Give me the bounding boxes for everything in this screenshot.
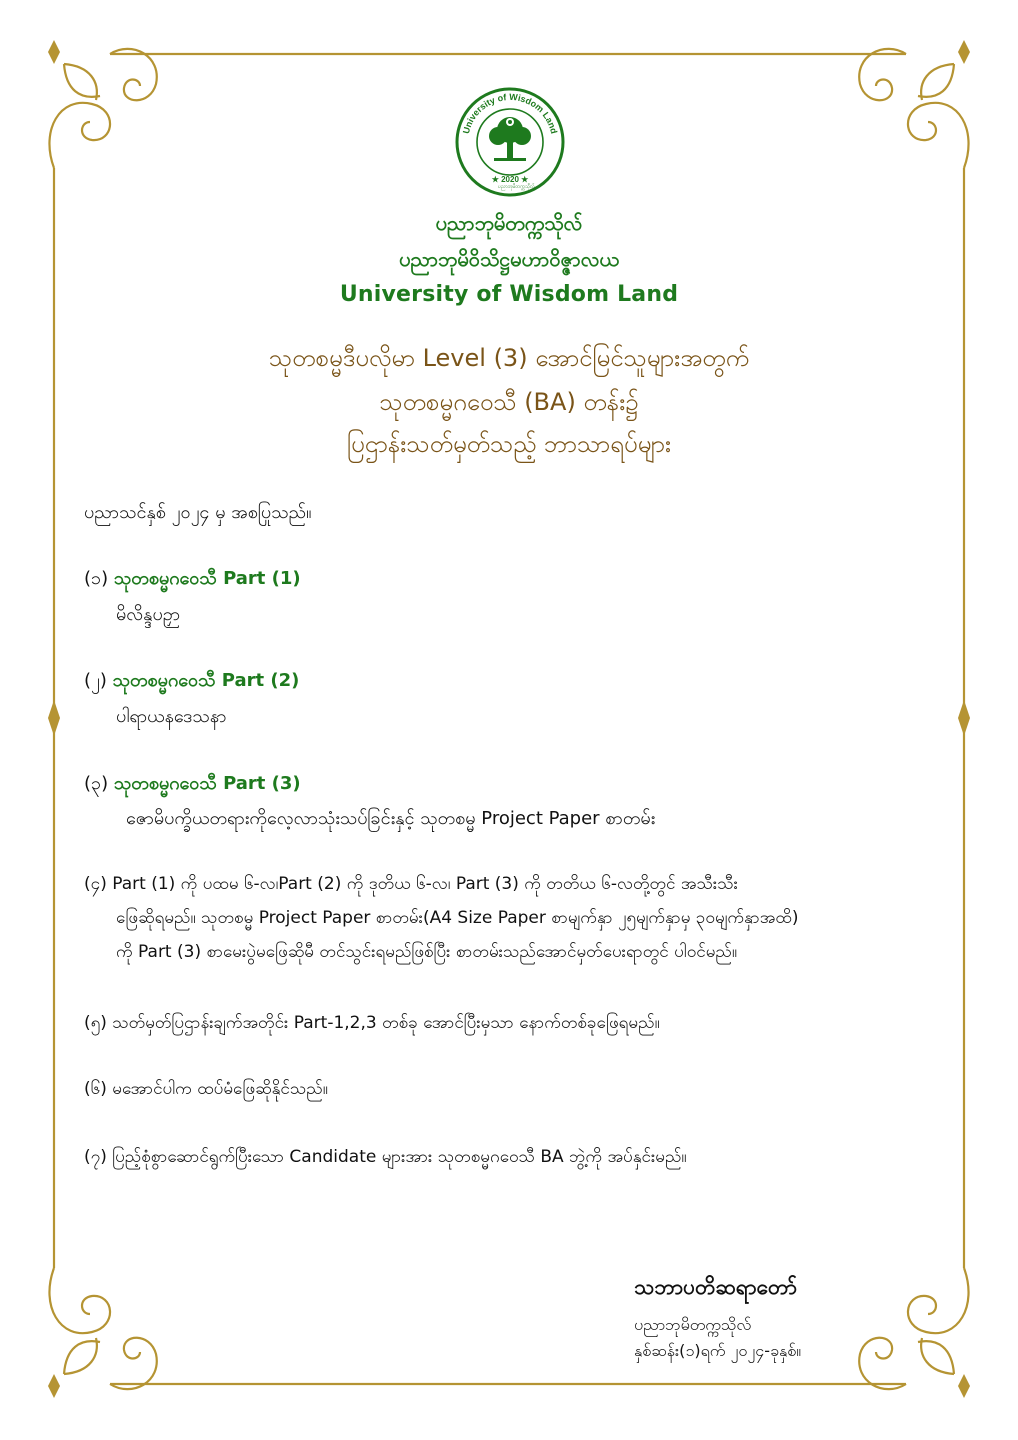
rule-4-line-2: ဖြေဆိုရမည်။ သုတစမ္မ Project Paper စာတမ်း(A4 Size Paper စာမျက်နှာ ၂၅မျက်နှာမှ ၃၀မျက်နှာအထိ) xyxy=(116,908,799,928)
item-3-number: (၃) xyxy=(84,773,109,794)
intro-text: ပညာသင်နှစ် ၂၀၂၄ မှ အစပြုသည်။ xyxy=(84,502,312,523)
heading-line-2: သုတစမ္မဂဝေသီ (BA) တန်း၌ xyxy=(379,388,639,416)
rule-5: (၅) သတ်မှတ်ပြဌာန်းချက်အတိုင်း Part-1,2,3 တစ်ခု အောင်ပြီးမှသာ နောက်တစ်ခုဖြေရမည်။ xyxy=(84,1013,660,1033)
item-3-subject: ဇောမိပက္ခိယတရားကိုလေ့လာသုံးသပ်ခြင်းနှင့် သုတစမ္မ Project Paper စာတမ်း xyxy=(126,808,656,829)
signature-title: သဘာပတိဆရာတော် xyxy=(634,1275,798,1299)
university-name-en: University of Wisdom Land xyxy=(339,282,679,307)
rule-4-line-1: (၄) Part (1) ကို ပထမ ၆-လ၊Part (2) ကို ဒုတိယ ၆-လ၊ Part (3) ကို တတိယ ၆-လတို့တွင် အသီးသီး xyxy=(84,874,739,894)
rule-4-line-3: ကို Part (3) စာမေးပွဲမဖြေဆိုမီ တင်သွင်းရမည်ဖြစ်ပြီး စာတမ်းသည်အောင်မှတ်ပေးရာတွင် ပါဝင်မည်။ xyxy=(116,942,737,962)
item-1-title: သုတစမ္မဂဝေသီ Part (1) xyxy=(113,568,301,589)
university-name-my-full: ပညာဘုမိဝိသိဋ္ဌမဟာဝိဇ္ဇာလယ xyxy=(399,247,619,271)
university-name-my: ပညာဘုမိတက္ကသိုလ် xyxy=(435,211,583,235)
logo-ring-text: University of Wisdom Land xyxy=(460,91,560,135)
rule-7: (၇) ပြည့်စုံစွာဆောင်ရွက်ပြီးသော Candidate များအား သုတစမ္မဂဝေသီ BA ဘွဲ့ကို အပ်နှင်းမည်။ xyxy=(84,1147,687,1167)
item-2-title: သုတစမ္မဂဝေသီ Part (2) xyxy=(112,670,300,691)
university-logo xyxy=(454,86,566,198)
item-3 xyxy=(84,771,301,798)
item-2-subject: ပါရာယနဒေသနာ xyxy=(116,706,227,727)
logo-ring-text-my: ပညာဘုမိတက္ကသိုလ် xyxy=(498,184,535,190)
item-2-number: (၂) xyxy=(84,670,107,691)
heading-line-1: သုတစမ္မဒီပလိုမာ Level (3) အောင်မြင်သူများအတွက် xyxy=(268,344,750,372)
logo-year: ★ 2020 ★ xyxy=(491,175,529,184)
item-1-number: (၁) xyxy=(84,568,109,589)
item-1 xyxy=(84,566,301,593)
item-1-subject: မိလိန္ဒပဉှာ xyxy=(116,604,181,625)
heading-line-3: ပြဌာန်းသတ်မှတ်သည့် ဘာသာရပ်များ xyxy=(346,430,672,458)
rule-6: (၆) မအောင်ပါက ထပ်မံဖြေဆိုနိုင်သည်။ xyxy=(84,1079,328,1099)
signature-org: ပညာဘုမိတက္ကသိုလ် xyxy=(634,1315,752,1334)
item-3-title: သုတစမ္မဂဝေသီ Part (3) xyxy=(113,773,301,794)
item-2 xyxy=(84,668,299,695)
signature-date: နှစ်ဆန်း(၁)ရက် ၂၀၂၄-ခုနှစ်။ xyxy=(634,1341,802,1360)
